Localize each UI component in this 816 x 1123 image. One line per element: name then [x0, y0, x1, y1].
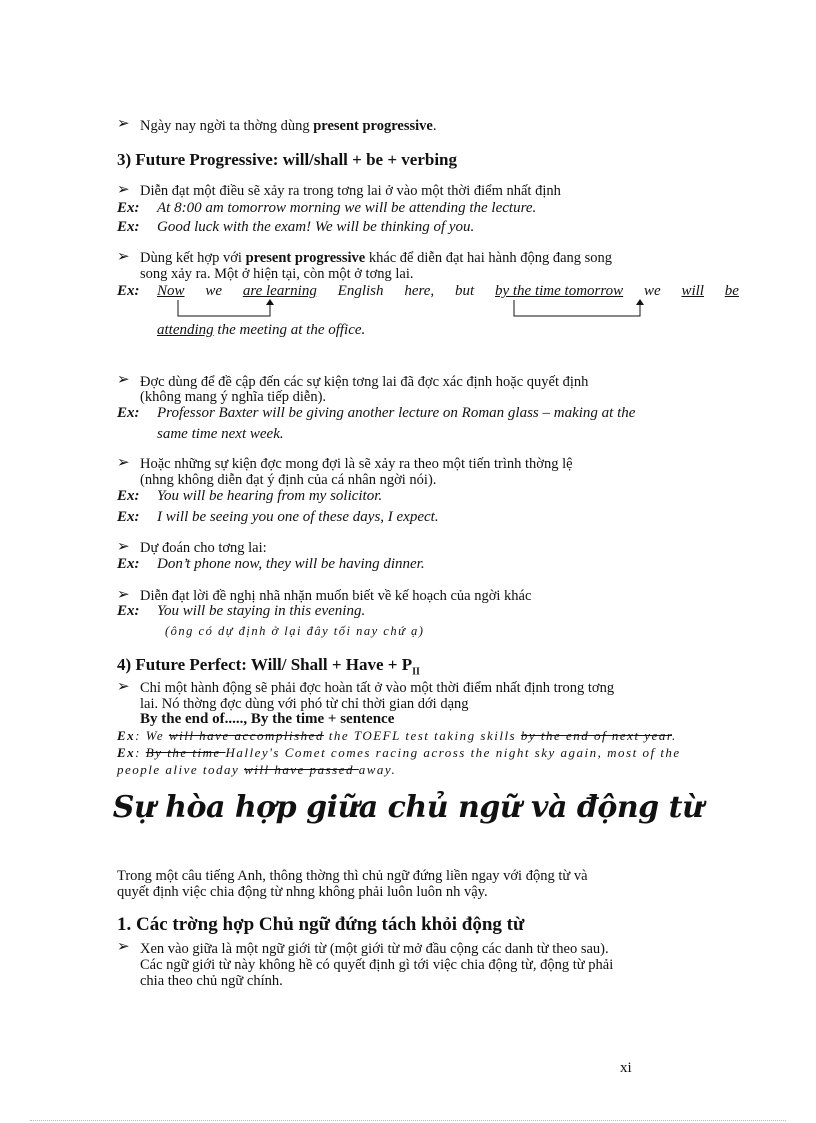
fpf-example-2: Ex: By the time Halley's Comet comes racing across the night sky again, most of the: [117, 745, 681, 760]
ex3-word: by the time tomorrow: [494, 283, 624, 299]
connector-arrows-diagram: [170, 298, 670, 322]
heading-future-perfect: 4) Future Perfect: Will/ Shall + Have + $P_{II}$: [117, 655, 420, 678]
bullet-arrow-icon: ➢: [117, 372, 130, 388]
ex3-word: here,: [404, 283, 435, 299]
fpf-bullet-1: Chỉ một hành động sẽ phải đợc hoàn tất ở vào một thời điểm nhất định trong tơng: [140, 680, 615, 696]
bullet-arrow-icon: ➢: [117, 116, 130, 132]
ex-label: Ex:: [117, 556, 140, 572]
fp-bullet-4: Hoặc những sự kiện đợc mong đợi là sẽ xảy ra theo một tiến trình thờng lệ: [140, 456, 573, 472]
fp-bullet-3: Đợc dùng để đề cập đến các sự kiện tơng lai đã đợc xác định hoặc quyết định: [140, 374, 589, 390]
fp-example-8-note: (ông có dự định ở lại đây tối nay chứ ạ): [165, 624, 425, 638]
fp-bullet-6: Diễn đạt lời đề nghị nhã nhặn muốn biết về kế hoạch của ngời khác: [140, 588, 532, 604]
fp-example-2: Good luck with the exam! We will be thinking of you.: [157, 219, 475, 235]
fpf-bullet-1-line3: By the end of....., By the time + sentence: [140, 711, 395, 727]
fp-bullet-4-line2: (nhng không diễn đạt ý định của cá nhân ngời nói).: [140, 472, 437, 488]
intro-paragraph-line1: Trong một câu tiếng Anh, thông thờng thì chủ ngữ đứng liền ngay với động từ và: [117, 868, 588, 884]
ex-label: Ex:: [117, 219, 140, 235]
intro-paragraph-line2: quyết định việc chia động từ nhng không phải luôn luôn nh vậy.: [117, 884, 488, 900]
ex3-word: English: [337, 283, 384, 299]
fp-bullet-2: Dùng kết hợp với present progressive khác để diễn đạt hai hành động đang song: [140, 250, 613, 266]
ex3-word: are learning: [242, 283, 317, 299]
ex3-word: we: [643, 283, 661, 299]
fp-example-1: At 8:00 am tomorrow morning we will be attending the lecture.: [157, 200, 537, 216]
fp-bullet-3-line2: (không mang ý nghĩa tiếp diễn).: [140, 389, 327, 405]
intro-line: Ngày nay ngời ta thờng dùng present progressive.: [140, 118, 437, 134]
bullet-arrow-icon: ➢: [117, 587, 130, 603]
ex-label: Ex:: [117, 405, 140, 421]
bullet-arrow-icon: ➢: [117, 455, 130, 471]
heading-subject-separated: 1. Các trờng hợp Chủ ngữ đứng tách khỏi động từ: [117, 914, 525, 935]
ex-label: Ex:: [117, 603, 140, 619]
fpf-example-1: Ex: We will have accomplished the TOEFL test taking skills by the end of next year.: [117, 728, 677, 743]
fp-example-4: Professor Baxter will be giving another lecture on Roman glass – making at the: [157, 405, 636, 421]
bullet-arrow-icon: ➢: [117, 182, 130, 198]
fp-bullet-1: Diễn đạt một điều sẽ xảy ra trong tơng lai ở vào một thời điểm nhất định: [140, 183, 561, 199]
fp-example-5: You will be hearing from my solicitor.: [157, 488, 383, 504]
ex-label: Ex:: [117, 283, 140, 299]
ex-label: Ex:: [117, 488, 140, 504]
fp-bullet-2-line2: song xảy ra. Một ở hiện tại, còn một ở tơng lai.: [140, 266, 414, 282]
bullet-arrow-icon: ➢: [117, 679, 130, 695]
fp-bullet-5: Dự đoán cho tơng lai:: [140, 540, 267, 556]
page-number: xi: [620, 1060, 632, 1076]
last-bullet-line1: Xen vào giữa là một ngữ giới từ (một giới từ mở đầu cộng các danh từ theo sau).: [140, 941, 609, 957]
ex3-word: will: [681, 283, 704, 299]
ex3-word: Now: [157, 283, 185, 299]
ex3-word: be: [724, 283, 739, 299]
last-bullet-line3: chia theo chủ ngữ chính.: [140, 973, 283, 989]
ex3-word: we: [205, 283, 222, 299]
bullet-arrow-icon: ➢: [117, 249, 130, 265]
fp-example-6: I will be seeing you one of these days, I expect.: [157, 509, 439, 525]
section-title: Sự hòa hợp giữa chủ ngữ và động từ: [112, 790, 704, 825]
page-footer-divider: [30, 1120, 786, 1121]
ex-label: Ex:: [117, 200, 140, 216]
fpf-bullet-1-line2: lai. Nó thờng đợc dùng với phó từ chỉ thời gian dới dạng: [140, 696, 469, 712]
fp-example-4-line2: same time next week.: [157, 426, 284, 442]
last-bullet-line2: Các ngữ giới từ này không hề có quyết định gì tới việc chia động từ, động từ phải: [140, 957, 614, 973]
heading-future-progressive: 3) Future Progressive: will/shall + be + verbing: [117, 150, 457, 169]
ex-label: Ex:: [117, 509, 140, 525]
bullet-arrow-icon: ➢: [117, 539, 130, 555]
fp-example-7: Don’t phone now, they will be having dinner.: [157, 556, 425, 572]
ex3-word: but: [454, 283, 475, 299]
fp-example-8: You will be staying in this evening.: [157, 603, 366, 619]
fpf-example-2-line2: people alive today will have passed away.: [117, 762, 397, 777]
fp-example-3-line2: attending the meeting at the office.: [157, 322, 366, 338]
bullet-arrow-icon: ➢: [117, 939, 130, 955]
